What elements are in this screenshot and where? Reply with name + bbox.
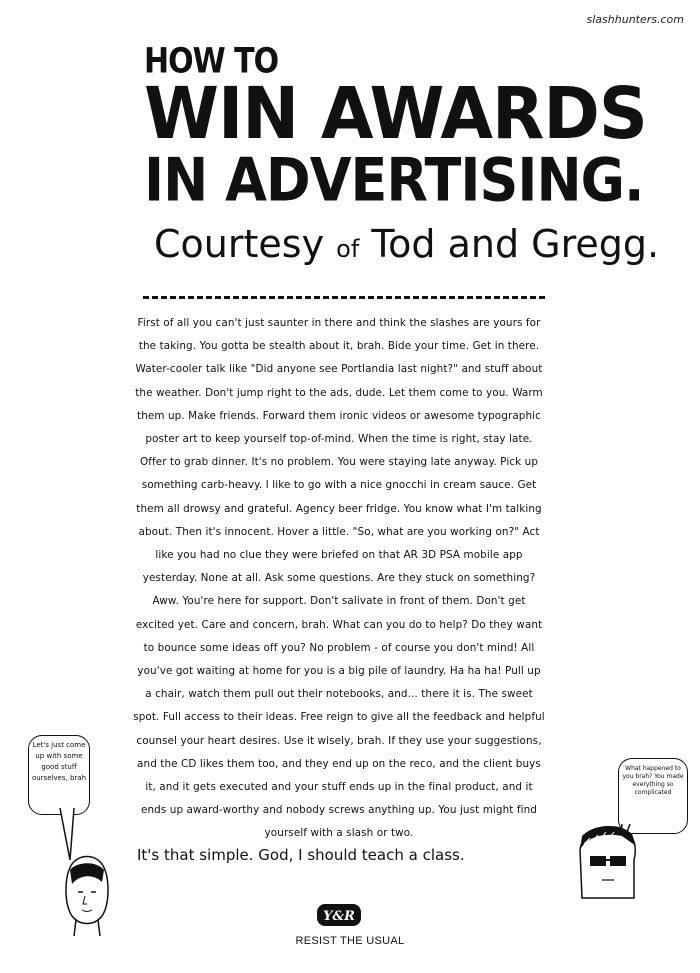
speech-bubble-left bbox=[28, 735, 90, 815]
tagline: RESIST THE USUAL bbox=[295, 935, 405, 947]
courtesy-of: of bbox=[336, 235, 360, 263]
courtesy-names: Tod and Gregg. bbox=[371, 222, 660, 266]
headline bbox=[144, 41, 647, 215]
logo-text: Y&R bbox=[323, 909, 355, 924]
body-copy bbox=[133, 312, 545, 846]
dashed-divider bbox=[143, 296, 545, 299]
headline-line-3: IN ADVERTISING. bbox=[144, 145, 644, 215]
cartoon-guy-left-icon bbox=[58, 806, 114, 936]
headline-line-1: HOW TO bbox=[144, 41, 279, 82]
cartoon-guy-right-icon bbox=[572, 820, 644, 900]
courtesy-prefix: Courtesy bbox=[154, 222, 325, 266]
headline-line-2: WIN AWARDS bbox=[144, 72, 647, 156]
site-url: slashhunters.com bbox=[586, 13, 684, 26]
body-paragraph: First of all you can't just saunter in there and think the slashes are yours for the taking. You gotta be stealth about it, brah. Bide your time. Get in there. Water-cooler talk like "Did anyone see Portlandia last night?" and stuff about the weather. Don't jump right to the ads, dude. Let them come to you. Warm them up. Make friends. Forward them ironic videos or awesome typographic poster art to keep yourself top-of-mind. When the time is right, stay late. Offer to grab dinner. It's no problem. You were staying late anyway. Pick up something carb-heavy. I like to go with a nice gnocchi in cream sauce. Get them all drowsy and grateful. Agency beer fridge. You know what I'm talking about. Then it's innocent. Hover a little. "So, what are you working on?" Act like you had no clue they were briefed on that AR 3D PSA mobile app yesterday. None at all. Ask some questions. Are they stuck on something? Aww. You're here for support. Don't salivate in front of them. Don't get excited yet. Care and concern, brah. What can you do to help? Do they want to bounce some ideas off you? No problem - of course you don't mind! All you've got waiting at home for you is a big pile of laundry. Ha ha ha! Pull up a chair, watch them pull out their notebooks, and... there it is. The sweet spot. Full access to their ideas. Free reign to give all the feedback and helpful counsel your heart desires. Use it wisely, brah. If they use your suggestions, and the CD likes them too, and they end up on the reco, and the client buys it, and it gets executed and your stuff ends up in the final product, and it ends up award-worthy and nobody screws anything up. You just might find yourself with a slash or two. bbox=[133, 317, 545, 840]
speech-bubble-left-text: Let's just come up with some good stuff ourselves, brah bbox=[31, 741, 87, 782]
courtesy-line bbox=[154, 222, 659, 266]
speech-bubble-right-text: What happened to you brah? You made everything so complicated bbox=[622, 765, 684, 796]
closing-line: It's that simple. God, I should teach a class. bbox=[137, 846, 465, 864]
yr-logo bbox=[317, 904, 361, 926]
